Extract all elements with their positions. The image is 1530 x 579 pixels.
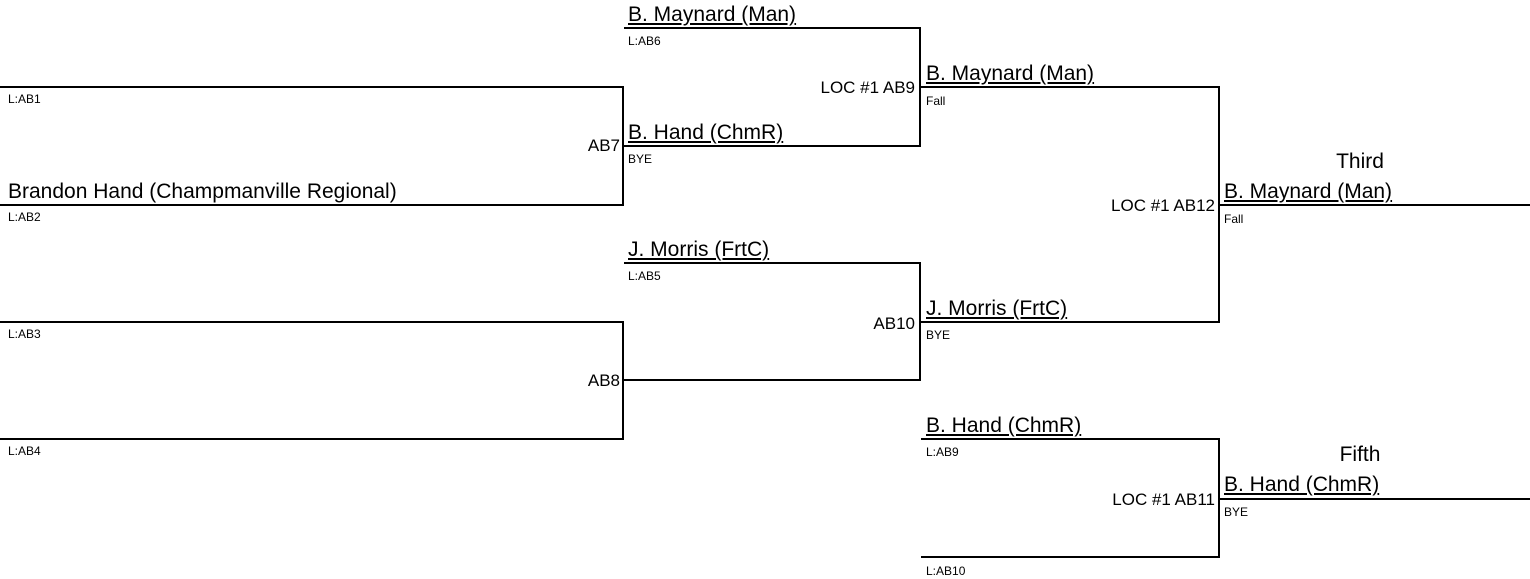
loser-source-l-ab9: L:AB9 — [926, 445, 959, 459]
win-result-ab7: BYE — [628, 152, 653, 166]
win-result-fifth-place: BYE — [1224, 505, 1249, 519]
competitor-name-ab10-winner: J. Morris (FrtC) — [926, 297, 1068, 320]
competitor-name-ab5: J. Morris (FrtC) — [628, 238, 770, 261]
bracket-line-r3-ab10 — [921, 321, 1220, 323]
competitor-name-fifth-place: B. Hand (ChmR) — [1224, 473, 1380, 496]
placement-label-third: Third — [1336, 150, 1384, 173]
bracket-line-r2-ab8 — [624, 379, 921, 381]
competitor-name-third-place: B. Maynard (Man) — [1224, 180, 1393, 203]
bracket-line-r3-l-ab9 — [921, 438, 1220, 440]
bout-code-ab9: LOC #1 AB9 — [820, 78, 915, 97]
competitor-name-ab6: B. Maynard (Man) — [628, 3, 797, 26]
bout-code-ab11: LOC #1 AB11 — [1112, 490, 1215, 509]
bracket-line-r1-s1 — [0, 86, 624, 88]
bracket-line-r3-l-ab10 — [921, 556, 1220, 558]
loser-source-r1-s3: L:AB3 — [8, 327, 41, 341]
win-result-ab10: BYE — [926, 328, 951, 342]
placement-label-fifth: Fifth — [1339, 443, 1381, 466]
bracket-line-third-place — [1220, 204, 1530, 206]
loser-source-r1-s2: L:AB2 — [8, 210, 41, 224]
loser-source-r1-s4: L:AB4 — [8, 444, 41, 458]
loser-source-ab6: L:AB6 — [628, 34, 661, 48]
loser-source-ab5: L:AB5 — [628, 269, 661, 283]
bracket-line-r2-ab6 — [624, 27, 921, 29]
bracket-line-r2-ab7 — [624, 145, 921, 147]
bracket-line-r1-s4 — [0, 438, 624, 440]
competitor-name-l-ab9: B. Hand (ChmR) — [926, 414, 1082, 437]
bout-code-ab12: LOC #1 AB12 — [1111, 196, 1215, 215]
bout-code-ab10: AB10 — [873, 314, 915, 333]
win-result-ab9: Fall — [926, 94, 946, 108]
competitor-name-ab7: B. Hand (ChmR) — [628, 121, 784, 144]
bracket-line-fifth-place — [1220, 498, 1530, 500]
win-result-third-place: Fall — [1224, 212, 1244, 226]
loser-source-l-ab10: L:AB10 — [926, 564, 966, 578]
loser-source-r1-s1: L:AB1 — [8, 92, 41, 106]
competitor-name-ab9-winner: B. Maynard (Man) — [926, 62, 1095, 85]
bracket-line-r3-ab9 — [921, 86, 1220, 88]
competitor-name-r1-s2: Brandon Hand (Champmanville Regional) — [8, 180, 397, 203]
bout-code-ab8: AB8 — [587, 371, 620, 390]
bracket-line-r2-ab5 — [624, 262, 921, 264]
bracket-line-r1-s3 — [0, 321, 624, 323]
bracket-line-r1-s2 — [0, 204, 624, 206]
bout-code-ab7: AB7 — [587, 136, 620, 155]
